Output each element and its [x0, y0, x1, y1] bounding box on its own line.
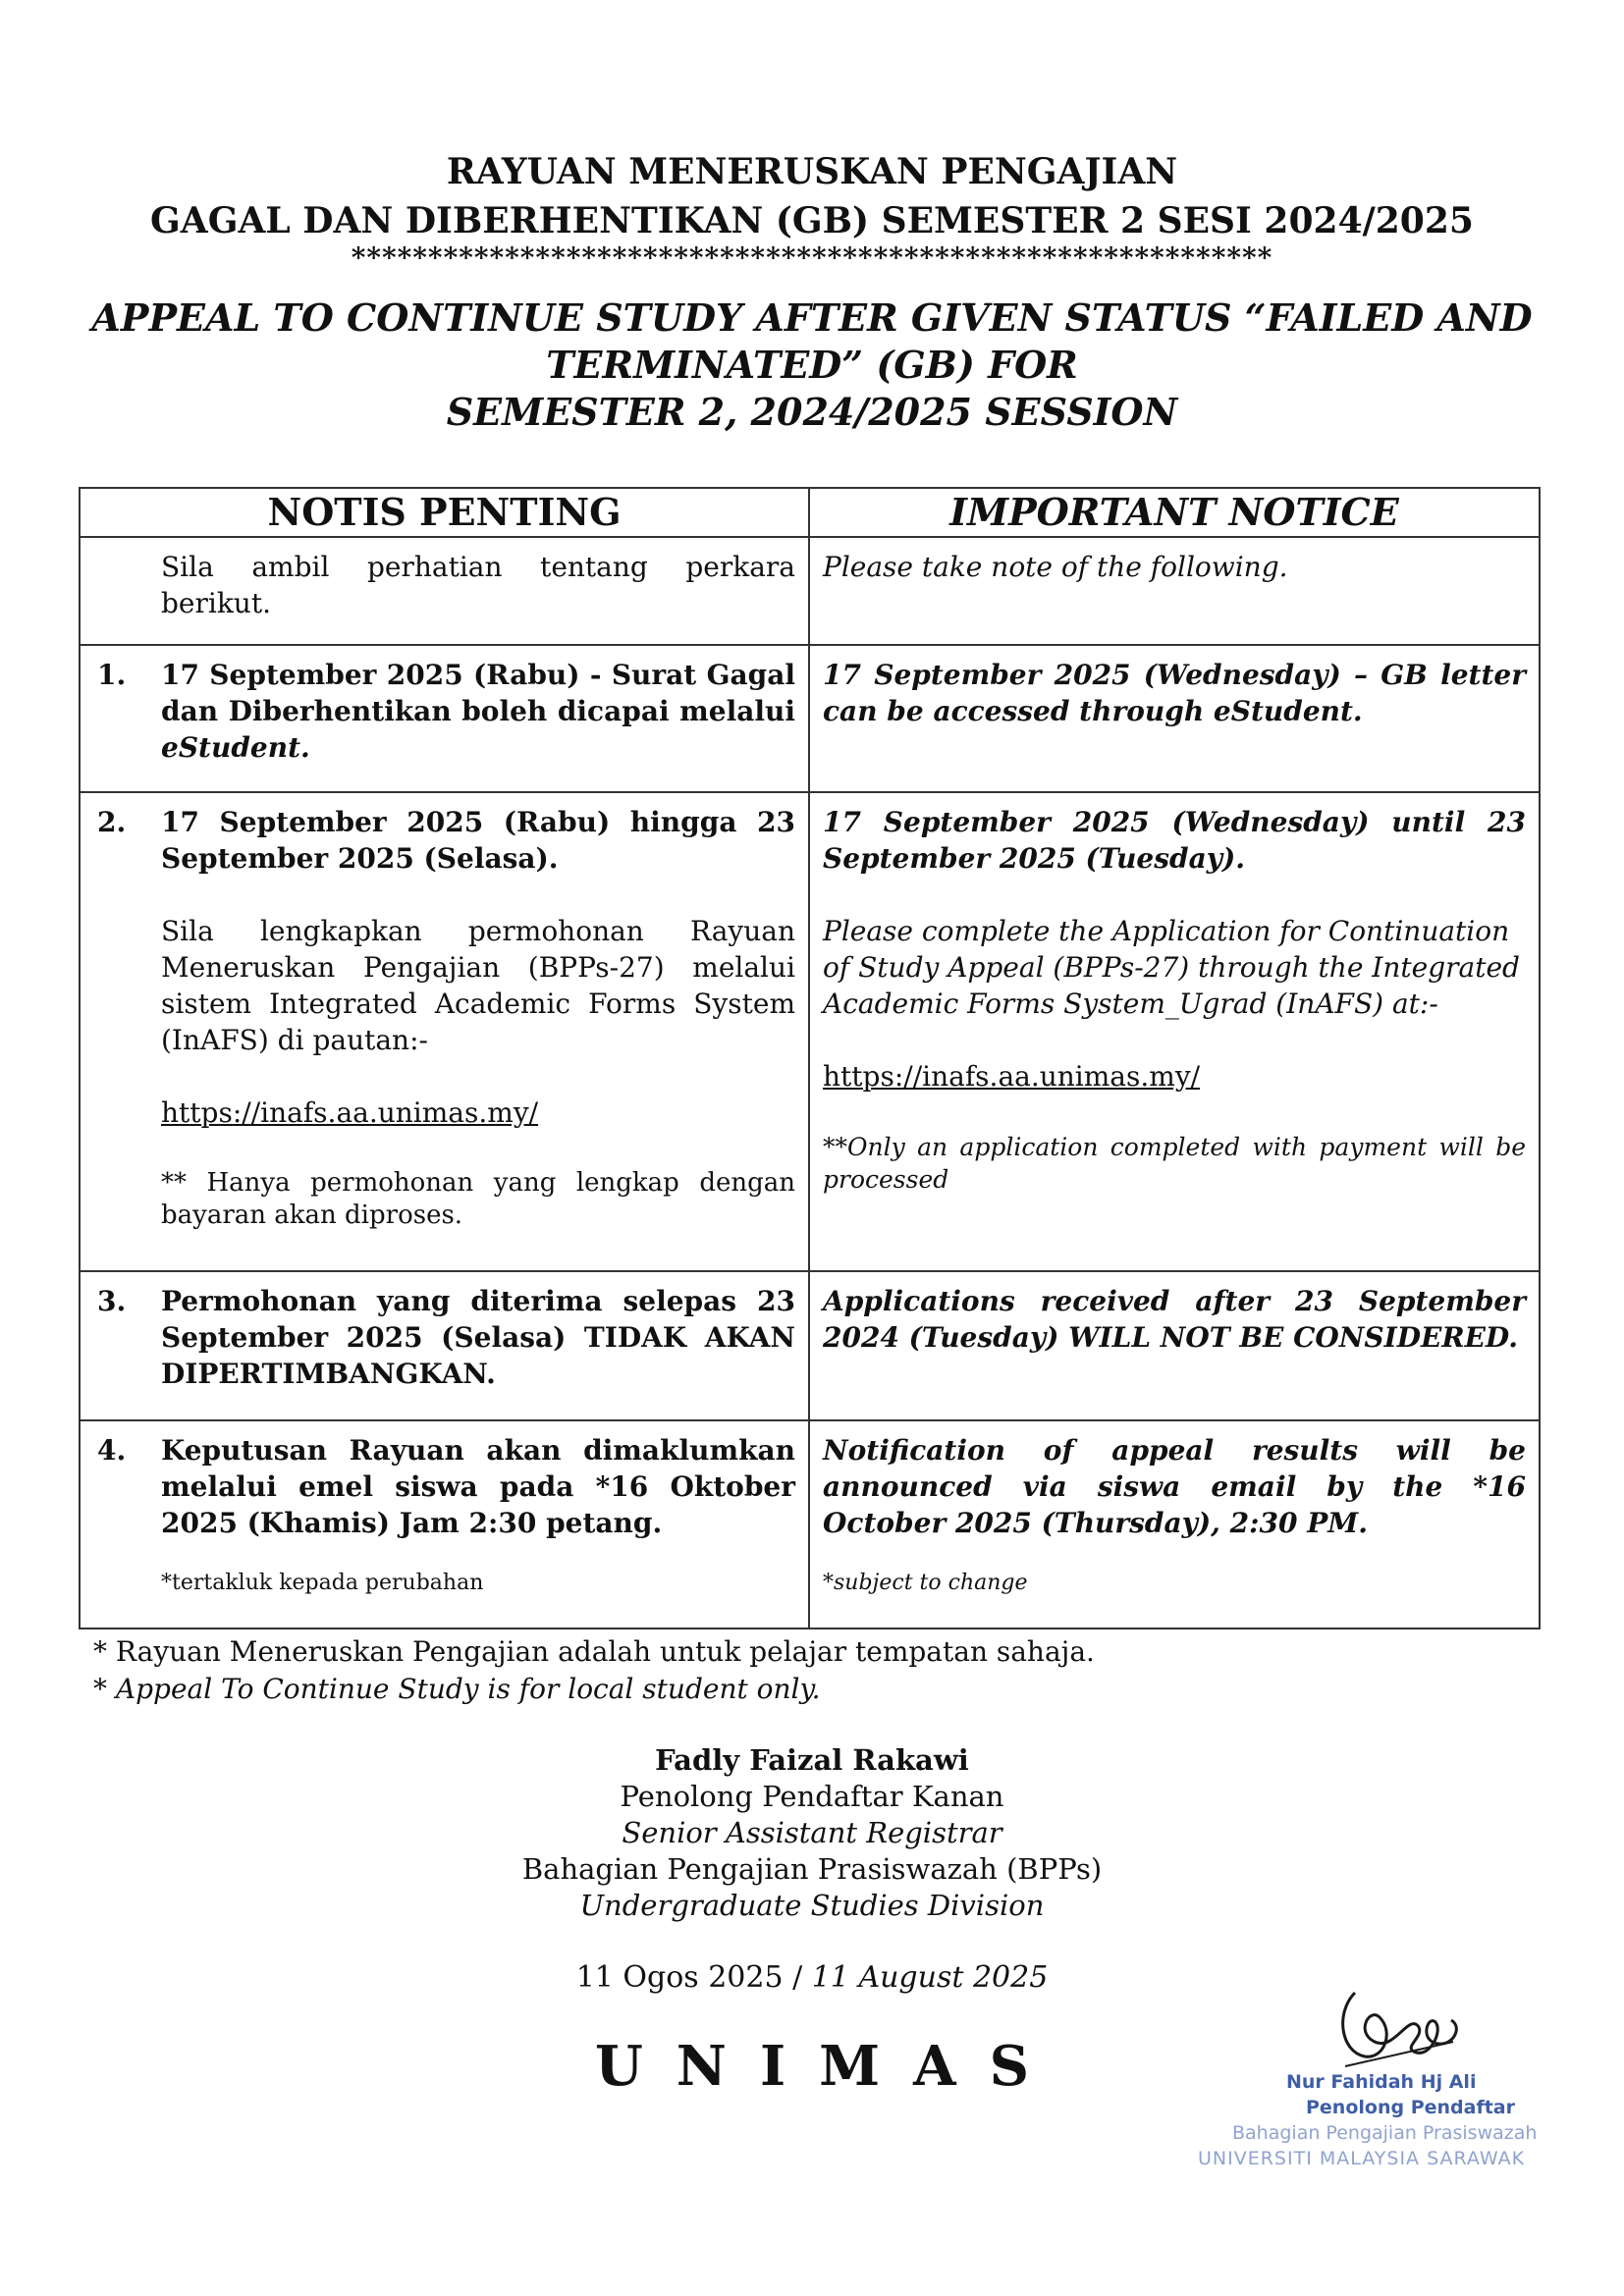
- row3-english-text: Applications received after 23 September 2024 (Tuesday) WILL NOT BE CONSIDERED.: [823, 1285, 1526, 1354]
- stamp-university: UNIVERSITI MALAYSIA SARAWAK: [1198, 2148, 1526, 2169]
- title-english-line2: TERMINATED” (GB) FOR: [546, 343, 1078, 387]
- row2-malay-instruction: Sila lengkapkan permohonan Rayuan Meneruskan Pengajian (BPPs-27) melalui sistem Integrated Academic Forms System (InAFS) di pautan:-: [161, 915, 795, 1056]
- title-malay-line1: RAYUAN MENERUSKAN PENGAJIAN: [446, 151, 1178, 192]
- row2-english-instruction: Please complete the Application for Continuation of Study Appeal (BPPs-27) through the Integrated Academic Forms System_Ugrad (InAFS) at:-: [823, 915, 1520, 1020]
- title-english-line1: APPEAL TO CONTINUE STUDY AFTER GIVEN STATUS “FAILED AND: [91, 295, 1533, 340]
- row4-english-note: *subject to change: [823, 1571, 1028, 1595]
- table-row: [80, 1420, 1540, 1629]
- signatory-division-malay: Bahagian Pengajian Prasiswazah (BPPs): [521, 1852, 1103, 1886]
- intro-english: Please take note of the following.: [823, 551, 1288, 583]
- star-divider: ************************************************************: [351, 241, 1273, 274]
- signature-icon: [1326, 1973, 1473, 2081]
- footnotes: [93, 1633, 1095, 1708]
- row4-malay-text: Keputusan Rayuan akan dimaklumkan melalui emel siswa pada *16 Oktober 2025 (Khamis) Jam 2:30 petang.: [161, 1434, 795, 1539]
- title-english: [0, 294, 1624, 436]
- row1-malay-text: 17 September 2025 (Rabu) - Surat Gagal dan Diberhentikan boleh dicapai melalui: [161, 659, 795, 727]
- date-english: 11 August 2025: [811, 1960, 1049, 1995]
- row-number: 3.: [97, 1285, 127, 1317]
- row4-malay-note: *tertakluk kepada perubahan: [161, 1571, 484, 1595]
- title-malay-line2: GAGAL DAN DIBERHENTIKAN (GB) SEMESTER 2 SESI 2024/2025: [150, 200, 1474, 241]
- signatory-block: [0, 1742, 1624, 1924]
- signatory-name: Fadly Faizal Rakawi: [655, 1743, 969, 1777]
- row2-malay-note: ** Hanya permohonan yang lengkap dengan bayaran akan diproses.: [161, 1168, 795, 1230]
- row2-english-link[interactable]: https://inafs.aa.unimas.my/: [823, 1060, 1201, 1093]
- row1-malay-estudent: eStudent.: [161, 731, 310, 764]
- stamp-division: Bahagian Pengajian Prasiswazah: [1232, 2122, 1538, 2144]
- row2-malay-link[interactable]: https://inafs.aa.unimas.my/: [161, 1096, 539, 1129]
- row4-english-text: Notification of appeal results will be announced via siswa email by the *16 October 2025 (Thursday), 2:30 PM.: [823, 1434, 1526, 1539]
- header-notis-penting: NOTIS PENTING: [80, 488, 809, 537]
- table-row: [80, 1271, 1540, 1420]
- footnote-english: * Appeal To Continue Study is for local student only.: [93, 1673, 821, 1705]
- row-number: 2.: [97, 806, 127, 838]
- title-english-line3: SEMESTER 2, 2024/2025 SESSION: [446, 390, 1178, 434]
- row3-malay-text: Permohonan yang diterima selepas 23 September 2025 (Selasa) TIDAK AKAN DIPERTIMBANGKAN.: [161, 1285, 795, 1390]
- row-number: 4.: [97, 1434, 127, 1467]
- row2-malay-dates: 17 September 2025 (Rabu) hingga 23 September 2025 (Selasa).: [161, 806, 795, 875]
- table-row: [80, 645, 1540, 792]
- institution-name: UNIMAS: [594, 2034, 1063, 2099]
- title-malay: [0, 147, 1624, 245]
- row-number: 1.: [97, 659, 127, 691]
- header-important-notice: IMPORTANT NOTICE: [809, 488, 1540, 537]
- date-malay: 11 Ogos 2025 /: [575, 1960, 812, 1995]
- official-stamp: [1198, 1973, 1581, 2169]
- stamp-name: Nur Fahidah Hj Ali: [1286, 2071, 1477, 2093]
- signatory-division-english: Undergraduate Studies Division: [579, 1889, 1045, 1922]
- intro-malay: Sila ambil perhatian tentang perkara berikut.: [161, 551, 795, 619]
- row2-english-note: **Only an application completed with payment will be processed: [823, 1133, 1526, 1194]
- table-row: [80, 792, 1540, 1271]
- signatory-title-english: Senior Assistant Registrar: [622, 1816, 1002, 1849]
- stamp-position: Penolong Pendaftar: [1306, 2097, 1515, 2118]
- row2-english-dates: 17 September 2025 (Wednesday) until 23 September 2025 (Tuesday).: [823, 806, 1526, 875]
- signatory-title-malay: Penolong Pendaftar Kanan: [620, 1780, 1004, 1813]
- notice-table: [79, 487, 1541, 1629]
- row1-english-text: 17 September 2025 (Wednesday) – GB letter can be accessed through eStudent.: [823, 659, 1526, 727]
- footnote-malay: * Rayuan Meneruskan Pengajian adalah untuk pelajar tempatan sahaja.: [93, 1635, 1095, 1668]
